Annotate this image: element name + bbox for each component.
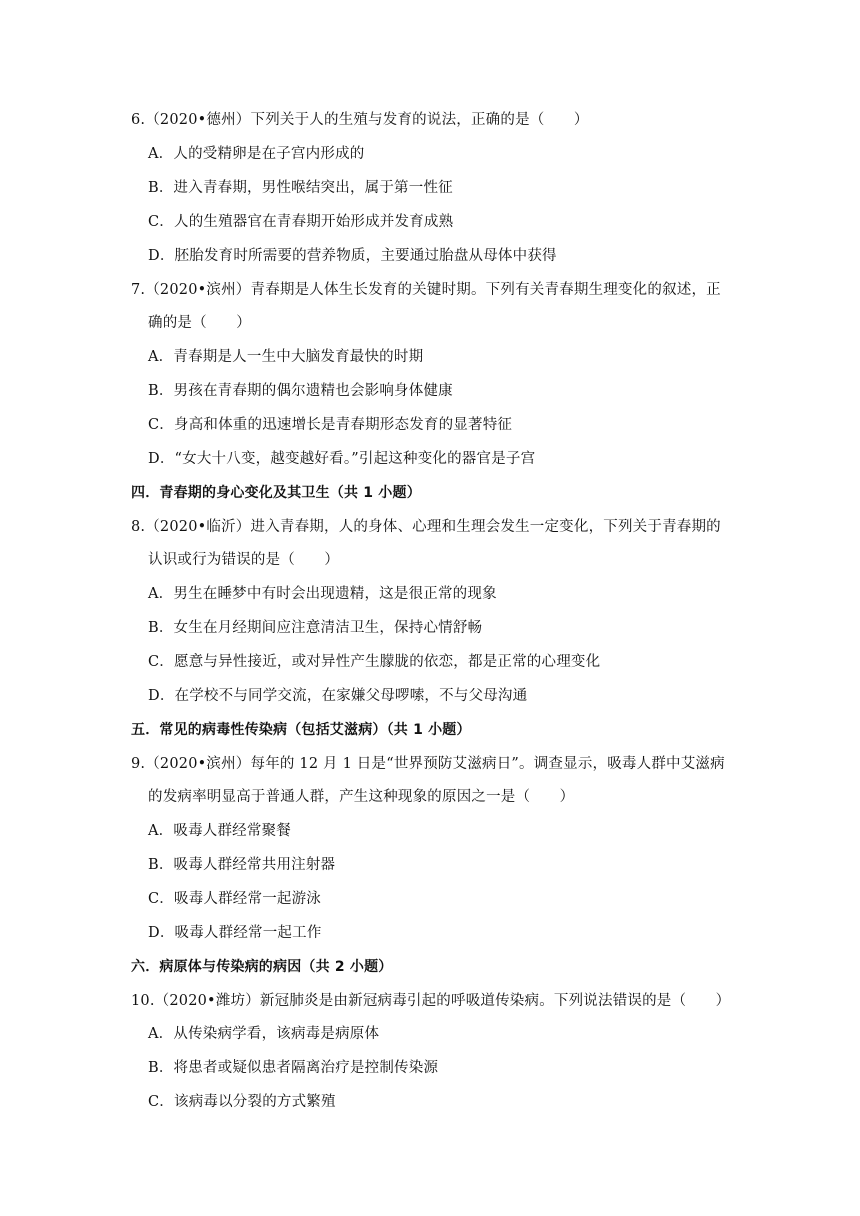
question-9-option-a: A．吸毒人群经常聚餐 (148, 823, 291, 839)
question-9-option-c: C．吸毒人群经常一起游泳 (148, 891, 321, 907)
question-10-option-c: C．该病毒以分裂的方式繁殖 (148, 1094, 336, 1110)
section-heading-4: 四．青春期的身心变化及其卫生（共 1 小题） (131, 485, 421, 501)
question-8-option-a: A．男生在睡梦中有时会出现遗精，这是很正常的现象 (148, 586, 497, 602)
question-9-stem: 9.（2020•滨州）每年的 12 月 1 日是“世界预防艾滋病日”。调查显示，吸毒人群中艾滋病 (131, 756, 725, 772)
question-8-option-d: D．在学校不与同学交流，在家嫌父母啰嗦，不与父母沟通 (148, 688, 528, 704)
question-8-option-b: B．女生在月经期间应注意清洁卫生，保持心情舒畅 (148, 620, 483, 636)
question-9-option-d: D．吸毒人群经常一起工作 (148, 925, 322, 941)
question-10-option-b: B．将患者或疑似患者隔离治疗是控制传染源 (148, 1060, 439, 1076)
question-8-option-c: C．愿意与异性接近，或对异性产生朦胧的依恋，都是正常的心理变化 (148, 654, 601, 670)
question-6-option-a: A．人的受精卵是在子宫内形成的 (148, 146, 365, 162)
question-8-stem: 8.（2020•临沂）进入青春期，人的身体、心理和生理会发生一定变化，下列关于青春期的 (131, 519, 721, 535)
question-6-option-b: B．进入青春期，男性喉结突出，属于第一性征 (148, 180, 453, 196)
question-7-option-c: C．身高和体重的迅速增长是青春期形态发育的显著特征 (148, 417, 513, 433)
section-heading-6: 六．病原体与传染病的病因（共 2 小题） (131, 959, 393, 975)
question-7-stem: 7.（2020•滨州）青春期是人体生长发育的关键时期。下列有关青春期生理变化的叙述，正 (131, 282, 721, 298)
question-10-stem: 10.（2020•潍坊）新冠肺炎是由新冠病毒引起的呼吸道传染病。下列说法错误的是（ ） (131, 993, 731, 1009)
question-7-option-b: B．男孩在青春期的偶尔遗精也会影响身体健康 (148, 383, 453, 399)
question-9-stem-continued: 的发病率明显高于普通人群，产生这种现象的原因之一是（ ） (148, 789, 575, 805)
question-6-stem: 6.（2020•德州）下列关于人的生殖与发育的说法，正确的是（ ） (131, 112, 589, 128)
question-7-stem-continued: 确的是（ ） (148, 315, 251, 331)
question-9-option-b: B．吸毒人群经常共用注射器 (148, 857, 336, 873)
question-7-option-a: A．青春期是人一生中大脑发育最快的时期 (148, 349, 424, 365)
question-6-option-c: C．人的生殖器官在青春期开始形成并发育成熟 (148, 214, 454, 230)
question-10-option-a: A．从传染病学看，该病毒是病原体 (148, 1026, 380, 1042)
question-6-option-d: D．胚胎发育时所需要的营养物质，主要通过胎盘从母体中获得 (148, 248, 557, 264)
question-7-option-d: D．“女大十八变，越变越好看。”引起这种变化的器官是子宫 (148, 451, 536, 467)
section-heading-5: 五．常见的病毒性传染病（包括艾滋病）（共 1 小题） (131, 722, 471, 738)
question-8-stem-continued: 认识或行为错误的是（ ） (148, 552, 340, 568)
